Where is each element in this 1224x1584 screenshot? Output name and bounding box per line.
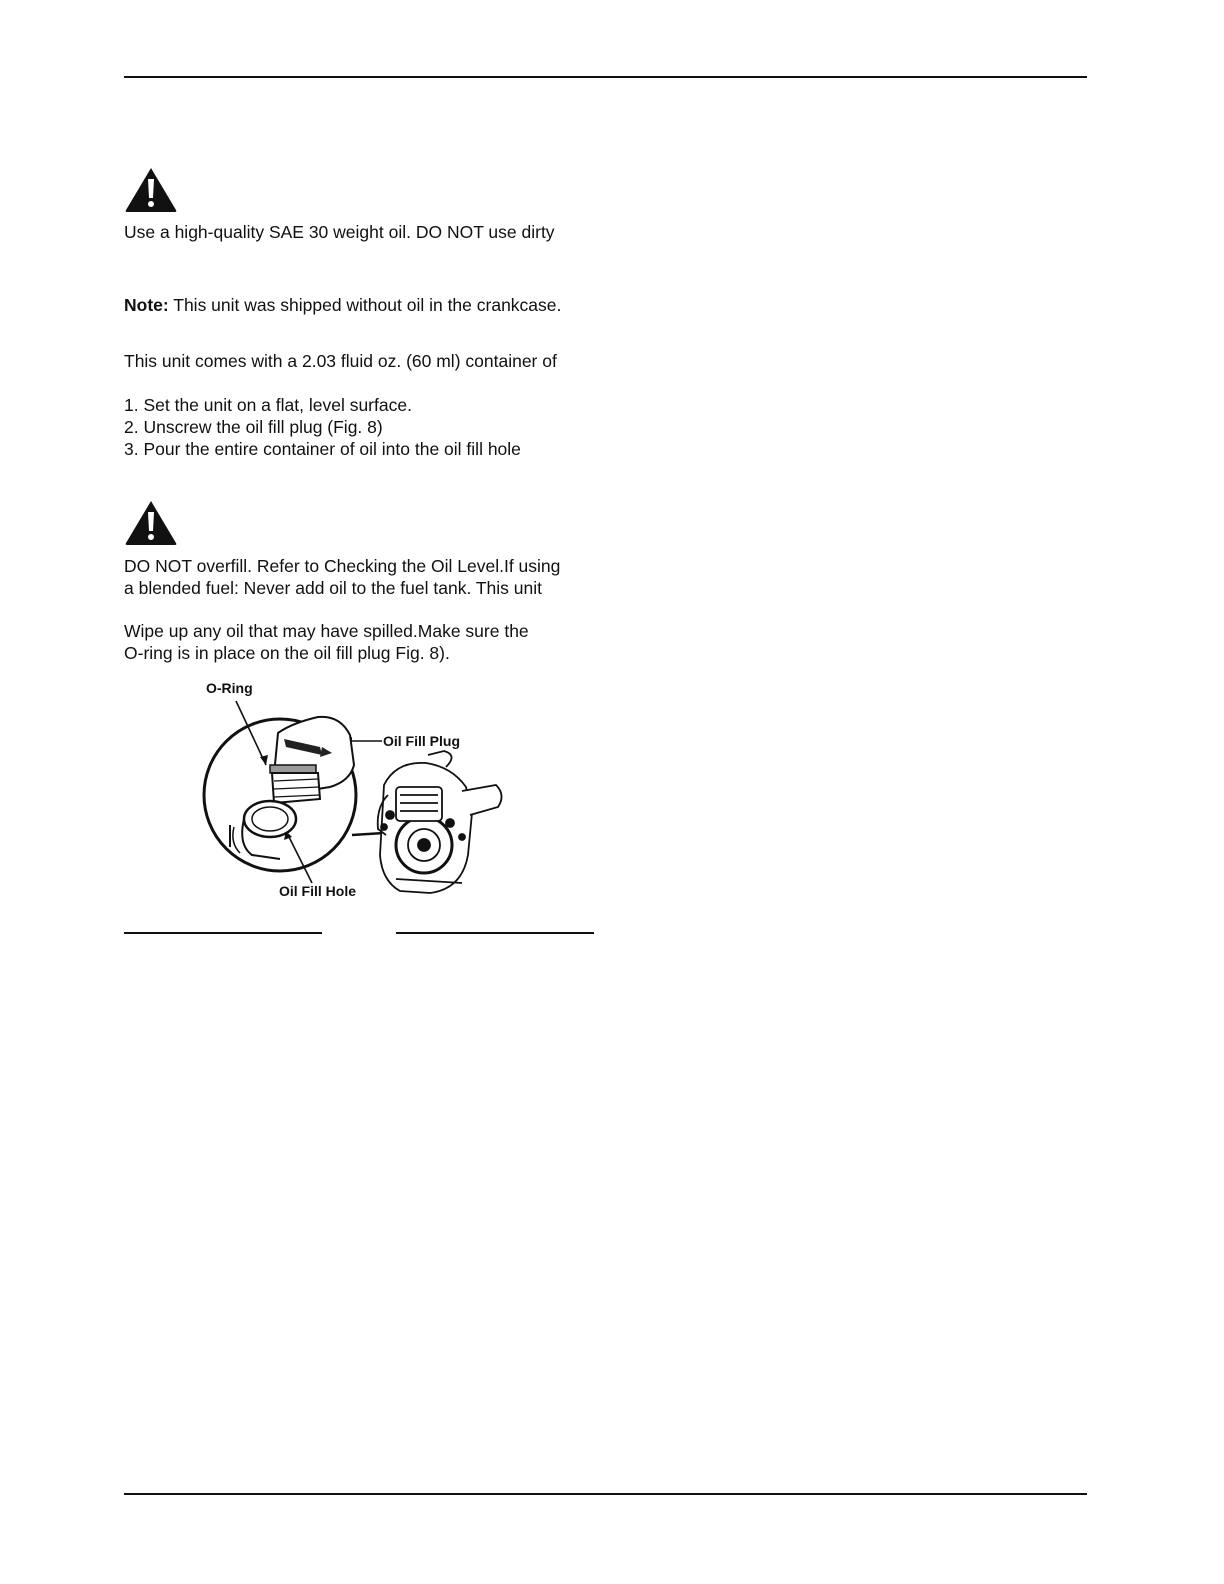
warning-1-text: Use a high-quality SAE 30 weight oil. DO NOT use dirty [124, 222, 555, 242]
warning-2-line-1: DO NOT overfill. Refer to Checking the Oil Level.If using [124, 556, 561, 576]
blower-engine [378, 751, 502, 893]
intro-text: This unit comes with a 2.03 fluid oz. (60 ml) container of [124, 351, 557, 371]
note-paragraph [124, 294, 561, 316]
column-rule-left [124, 932, 322, 934]
note-text: This unit was shipped without oil in the crankcase. [168, 295, 562, 315]
wipe-line-2: O-ring is in place on the oil fill plug Fig. 8). [124, 643, 450, 663]
o-ring-label: O-Ring [206, 680, 253, 696]
wipe-line-1: Wipe up any oil that may have spilled.Make sure the [124, 621, 529, 641]
step-2: 2. Unscrew the oil fill plug (Fig. 8) [124, 417, 383, 437]
column-rule-right [396, 932, 594, 934]
warning-2-line-2: a blended fuel: Never add oil to the fuel tank. This unit [124, 578, 543, 598]
oil-fill-hole-label: Oil Fill Hole [279, 883, 357, 899]
oil-fill-plug-label: Oil Fill Plug [383, 733, 460, 749]
o-ring [270, 765, 316, 773]
step-1: 1. Set the unit on a flat, level surface. [124, 395, 412, 415]
note-label: Note: [124, 295, 169, 315]
step-3: 3. Pour the entire container of oil into the oil fill hole [124, 439, 521, 459]
warning-triangle-icon [123, 498, 179, 546]
header-rule [124, 76, 1087, 78]
footer-rule [124, 1493, 1087, 1495]
oil-fill-illustration [200, 695, 520, 895]
warning-triangle-icon [123, 165, 179, 213]
